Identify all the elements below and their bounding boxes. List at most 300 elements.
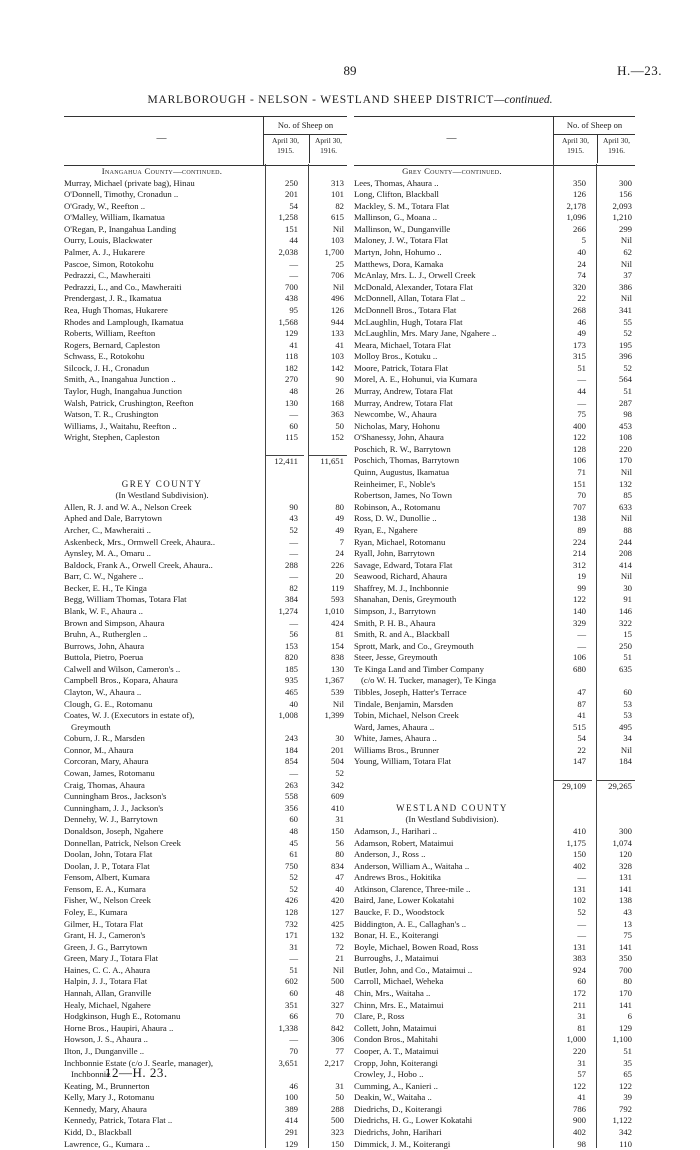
table-row bbox=[354, 1058, 635, 1070]
sheep-1915: 414 bbox=[284, 1115, 298, 1126]
sheep-1915: — bbox=[289, 571, 298, 582]
sheep-1915: 24 bbox=[577, 258, 586, 269]
owner-name: Mallinson, W., Dunganville bbox=[354, 223, 451, 234]
sheep-1915: 465 bbox=[284, 687, 298, 698]
sheep-1916: 50 bbox=[335, 420, 344, 431]
table-row bbox=[354, 293, 635, 305]
owner-name: Craig, Thomas, Ahaura bbox=[64, 779, 145, 790]
owner-name: O'Malley, William, Ikamatua bbox=[64, 212, 165, 223]
sheep-1916: 170 bbox=[618, 988, 632, 999]
table-row bbox=[354, 247, 635, 259]
table-row bbox=[354, 722, 635, 734]
sheep-1915: — bbox=[289, 258, 298, 269]
table-row bbox=[354, 826, 635, 838]
sheep-1915: — bbox=[289, 617, 298, 628]
owner-name: McLaughlin, Mrs. Mary Jane, Ngahere .. bbox=[354, 328, 497, 339]
table-row bbox=[354, 1046, 635, 1058]
table-row bbox=[64, 340, 347, 352]
owner-name: Matthews, Dora, Kamaka bbox=[354, 258, 444, 269]
owner-name: Anderson, J., Ross .. bbox=[354, 849, 426, 860]
owner-name: Pedrazzi, L., and Co., Mawheraiti bbox=[64, 281, 182, 292]
sheep-1915: 350 bbox=[572, 177, 586, 188]
sheep-1916: 633 bbox=[618, 501, 632, 512]
table-row bbox=[64, 374, 347, 386]
sheep-1916: 49 bbox=[335, 524, 344, 535]
left-row-list bbox=[64, 166, 347, 1150]
sheep-1916: 424 bbox=[330, 617, 344, 628]
table-row bbox=[64, 872, 347, 884]
column-rule bbox=[265, 164, 266, 1148]
owner-name: Moore, Patrick, Totara Flat bbox=[354, 362, 449, 373]
table-row bbox=[354, 455, 635, 467]
left-header-col2: April 30, 1916. bbox=[309, 134, 347, 163]
title-continued: —continued. bbox=[494, 94, 553, 106]
sheep-1916: Nil bbox=[332, 223, 344, 234]
table-row bbox=[64, 201, 347, 213]
owner-name: Palmer, A. J., Hukarere bbox=[64, 247, 145, 258]
sheep-1916: 70 bbox=[335, 1011, 344, 1022]
sheep-1916: 108 bbox=[618, 432, 632, 443]
owner-name: Adamson, Robert, Mataimui bbox=[354, 837, 454, 848]
table-row bbox=[64, 328, 347, 340]
owner-name: Baird, Jane, Lower Kokatahi bbox=[354, 895, 455, 906]
table-row bbox=[354, 386, 635, 398]
owner-name: Pascoe, Simon, Rotokohu bbox=[64, 258, 154, 269]
sheep-1916: 168 bbox=[330, 397, 344, 408]
sheep-1915: 184 bbox=[284, 744, 298, 755]
sheep-1915: 383 bbox=[572, 953, 586, 964]
owner-name: Inchbonnie Estate (c/o J. Searle, manager), bbox=[64, 1057, 214, 1068]
table-row bbox=[354, 502, 635, 514]
sheep-1916: 156 bbox=[618, 189, 632, 200]
sheep-1916: 80 bbox=[335, 501, 344, 512]
page-reference: H.—23. bbox=[617, 63, 662, 78]
owner-name: Atkinson, Clarence, Three-mile .. bbox=[354, 883, 471, 894]
owner-name: Dimmick, J. M., Koiterangi bbox=[354, 1138, 451, 1149]
table-row bbox=[354, 282, 635, 294]
sheep-1916: 288 bbox=[330, 1103, 344, 1114]
owner-name: Butler, John, and Co., Mataimui .. bbox=[354, 964, 473, 975]
sheep-1916: 328 bbox=[618, 860, 632, 871]
owner-name: Tindale, Benjamin, Marsden bbox=[354, 698, 454, 709]
owner-name: Mallinson, G., Moana .. bbox=[354, 212, 438, 223]
sheep-1916: 944 bbox=[330, 316, 344, 327]
sheep-1915: — bbox=[577, 872, 586, 883]
sheep-1915: 389 bbox=[284, 1103, 298, 1114]
owner-name: Horne Bros., Haupiri, Ahaura .. bbox=[64, 1022, 174, 1033]
table-row bbox=[354, 687, 635, 699]
sheep-1915: 400 bbox=[572, 420, 586, 431]
sheep-1916: 131 bbox=[618, 872, 632, 883]
table-row bbox=[354, 583, 635, 595]
sheep-1916: 300 bbox=[618, 825, 632, 836]
sheep-1916: 31 bbox=[335, 814, 344, 825]
sheep-1915: 115 bbox=[285, 432, 298, 443]
sheep-1915: 60 bbox=[289, 420, 298, 431]
left-column bbox=[64, 116, 347, 1150]
sheep-1915: — bbox=[577, 918, 586, 929]
sheep-1915: 70 bbox=[577, 490, 586, 501]
sheep-1916: Nil bbox=[620, 571, 632, 582]
sheep-1916: 170 bbox=[618, 455, 632, 466]
sheep-1915: 707 bbox=[572, 501, 586, 512]
table-row bbox=[64, 664, 347, 676]
owner-name: Aynsley, M. A., Omaru .. bbox=[64, 548, 151, 559]
table-row bbox=[354, 479, 635, 491]
sheep-1916: 21 bbox=[335, 953, 344, 964]
sheep-1915: 1,274 bbox=[278, 605, 298, 616]
owner-name: Shaffrey, M. J., Inchbonnie bbox=[354, 582, 449, 593]
sheep-1915: — bbox=[577, 930, 586, 941]
table-row bbox=[64, 548, 347, 560]
sheep-1916: 30 bbox=[335, 733, 344, 744]
sheep-1916: 120 bbox=[618, 849, 632, 860]
column-rule bbox=[308, 164, 309, 1148]
table-row bbox=[64, 212, 347, 224]
sheep-1915: 31 bbox=[577, 1057, 586, 1068]
sheep-1915: 3,651 bbox=[278, 1057, 298, 1068]
owner-name: Murray, Andrew, Totara Flat bbox=[354, 385, 453, 396]
sheep-1915: 122 bbox=[572, 1080, 586, 1091]
sheep-1916: 88 bbox=[623, 524, 632, 535]
table-row bbox=[64, 745, 347, 757]
table-row bbox=[64, 756, 347, 768]
sheep-1915: 99 bbox=[577, 582, 586, 593]
owner-name: Halpin, J. J., Totara Flat bbox=[64, 976, 148, 987]
sheep-1916: 495 bbox=[618, 721, 632, 732]
owner-name: Nicholas, Mary, Hohonu bbox=[354, 420, 440, 431]
table-row bbox=[64, 467, 347, 479]
total-1915: 12,411 bbox=[266, 455, 304, 468]
owner-name: Kidd, D., Blackball bbox=[64, 1126, 132, 1137]
table-row bbox=[354, 1115, 635, 1127]
owner-name: Adamson, J., Harihari .. bbox=[354, 825, 437, 836]
sheep-1916: 184 bbox=[618, 756, 632, 767]
table-row bbox=[354, 328, 635, 340]
table-row bbox=[354, 1000, 635, 1012]
sheep-1916: 250 bbox=[618, 640, 632, 651]
owner-name: Cropp, John, Koiterangi bbox=[354, 1057, 438, 1068]
owner-name: White, James, Ahaura .. bbox=[354, 733, 437, 744]
table-row bbox=[354, 467, 635, 479]
owner-name: Baldock, Frank A., Orwell Creek, Ahaura.. bbox=[64, 559, 213, 570]
owner-name: Kelly, Mary J., Rotomanu bbox=[64, 1092, 155, 1103]
sheep-1915: 1,175 bbox=[566, 837, 586, 848]
sheep-1916: 220 bbox=[618, 443, 632, 454]
owner-name: Ryan, Michael, Rotomanu bbox=[354, 536, 446, 547]
table-row bbox=[354, 953, 635, 965]
sheep-1915: 89 bbox=[577, 524, 586, 535]
sheep-1915: 61 bbox=[289, 849, 298, 860]
sheep-1916: 414 bbox=[618, 559, 632, 570]
right-header-group bbox=[553, 117, 635, 165]
sheep-1915: 182 bbox=[284, 362, 298, 373]
table-row bbox=[354, 560, 635, 572]
sheep-1915: 106 bbox=[572, 455, 586, 466]
sheep-1915: 602 bbox=[284, 976, 298, 987]
owner-name: Deakin, W., Waitaha .. bbox=[354, 1092, 432, 1103]
sheep-1915: 43 bbox=[289, 513, 298, 524]
sheep-1915: — bbox=[289, 953, 298, 964]
owner-name: Condon Bros., Mahitahi bbox=[354, 1034, 438, 1045]
table-row bbox=[354, 594, 635, 606]
owner-name: Cowan, James, Rotomanu bbox=[64, 768, 155, 779]
owner-name: Doolan, John, Totara Flat bbox=[64, 849, 153, 860]
sheep-1915: 820 bbox=[284, 652, 298, 663]
sheep-1915: — bbox=[289, 548, 298, 559]
table-row bbox=[354, 652, 635, 664]
owner-name: Smith, A., Inangahua Junction .. bbox=[64, 374, 176, 385]
section-heading: Inangahua County—continued. bbox=[101, 166, 223, 176]
owner-name: Burroughs, J., Mataimui bbox=[354, 953, 439, 964]
owner-name-continued: (c/o W. H. Tucker, manager), Te Kinga bbox=[361, 675, 496, 686]
sheep-1915: 131 bbox=[572, 941, 586, 952]
owner-name: Howson, J. S., Ahaura .. bbox=[64, 1034, 148, 1045]
sheep-1915: 402 bbox=[572, 1126, 586, 1137]
sheep-1916: 72 bbox=[335, 941, 344, 952]
table-row bbox=[354, 224, 635, 236]
table-row bbox=[354, 988, 635, 1000]
table-row bbox=[64, 953, 347, 965]
table-row bbox=[354, 317, 635, 329]
table-row bbox=[354, 919, 635, 931]
sheep-1916: 48 bbox=[335, 988, 344, 999]
sheep-1915: 81 bbox=[577, 1022, 586, 1033]
owner-name: Poschich, Thomas, Barrytown bbox=[354, 455, 460, 466]
owner-name: Walsh, Patrick, Crushington, Reefton bbox=[64, 397, 194, 408]
owner-name: Keating, M., Brunnerton bbox=[64, 1080, 150, 1091]
table-row bbox=[354, 768, 635, 780]
sheep-1916: 792 bbox=[618, 1103, 632, 1114]
sheep-1915: 75 bbox=[577, 409, 586, 420]
owner-name: Blank, W. F., Ahaura .. bbox=[64, 605, 143, 616]
sheep-1916: 300 bbox=[618, 177, 632, 188]
sheep-1916: 132 bbox=[618, 478, 632, 489]
sheep-1915: 147 bbox=[572, 756, 586, 767]
table-row bbox=[64, 513, 347, 525]
table-row bbox=[354, 1011, 635, 1023]
right-header-col2: April 30, 1916. bbox=[597, 134, 635, 163]
owner-name: Boyle, Michael, Bowen Road, Ross bbox=[354, 941, 479, 952]
owner-name: Murray, Andrew, Totara Flat bbox=[354, 397, 453, 408]
table-row bbox=[354, 710, 635, 722]
sheep-1916: 53 bbox=[623, 698, 632, 709]
sheep-1916: 700 bbox=[618, 964, 632, 975]
table-row bbox=[354, 965, 635, 977]
table-row bbox=[64, 1104, 347, 1116]
table-row bbox=[64, 178, 347, 190]
table-row bbox=[354, 398, 635, 410]
sheep-1916: 53 bbox=[623, 710, 632, 721]
sheep-1915: 356 bbox=[284, 802, 298, 813]
sheep-1915: 19 bbox=[577, 571, 586, 582]
owner-name: Clough, G. E., Rotomanu bbox=[64, 698, 153, 709]
sheep-1916: 504 bbox=[330, 756, 344, 767]
sheep-1916: 132 bbox=[330, 930, 344, 941]
owner-name: Fensom, E. A., Kumara bbox=[64, 883, 146, 894]
sheep-1916: 1,122 bbox=[612, 1115, 632, 1126]
owner-name: Roberts, William, Reefton bbox=[64, 328, 156, 339]
owner-name: Kennedy, Mary, Ahaura bbox=[64, 1103, 147, 1114]
table-row bbox=[64, 907, 347, 919]
total-1915: 29,109 bbox=[554, 780, 592, 793]
sheep-1915: 438 bbox=[284, 293, 298, 304]
owner-name: Anderson, William A., Waitaha .. bbox=[354, 860, 470, 871]
sheep-1915: 45 bbox=[289, 837, 298, 848]
sheep-1915: 750 bbox=[284, 860, 298, 871]
sheep-1916: 1,700 bbox=[324, 247, 344, 258]
sheep-1915: 41 bbox=[577, 710, 586, 721]
table-row bbox=[64, 629, 347, 641]
sheep-1916: 500 bbox=[330, 1115, 344, 1126]
sheep-1916: 85 bbox=[623, 490, 632, 501]
sheep-1916: 7 bbox=[339, 536, 344, 547]
table-row bbox=[64, 560, 347, 572]
sheep-1916: 564 bbox=[618, 374, 632, 385]
sheep-1915: 22 bbox=[577, 744, 586, 755]
table-row bbox=[64, 838, 347, 850]
sheep-1915: 131 bbox=[572, 883, 586, 894]
sheep-1915: 46 bbox=[289, 1080, 298, 1091]
owner-name: Campbell Bros., Kopara, Ahaura bbox=[64, 675, 178, 686]
sheep-1916: 103 bbox=[330, 351, 344, 362]
table-row bbox=[354, 907, 635, 919]
table-row bbox=[354, 664, 635, 676]
sheep-1915: 44 bbox=[289, 235, 298, 246]
table-row bbox=[354, 675, 635, 687]
right-header-dash: — bbox=[446, 133, 457, 144]
table-row bbox=[64, 235, 347, 247]
sheep-1916: 306 bbox=[330, 1034, 344, 1045]
owner-name: Rogers, Bernard, Capleston bbox=[64, 339, 161, 350]
sheep-1916: 1,074 bbox=[612, 837, 632, 848]
sheep-1915: 40 bbox=[289, 698, 298, 709]
sheep-1915: 171 bbox=[284, 930, 298, 941]
sheep-1916: 838 bbox=[330, 652, 344, 663]
table-row bbox=[64, 699, 347, 711]
owner-name: Coburn, J. R., Marsden bbox=[64, 733, 145, 744]
sheep-1916: 25 bbox=[335, 258, 344, 269]
sheep-1916: 65 bbox=[623, 1069, 632, 1080]
page-footer: 12—H. 23. bbox=[105, 1065, 168, 1080]
owner-name: Doolan, J. P., Totara Flat bbox=[64, 860, 150, 871]
table-row bbox=[354, 780, 635, 792]
owner-name: Hodgkinson, Hugh E., Rotomanu bbox=[64, 1011, 181, 1022]
sheep-1915: 151 bbox=[284, 223, 298, 234]
table-row bbox=[64, 895, 347, 907]
left-header-group-label: No. of Sheep on bbox=[264, 117, 347, 135]
owner-name: Maloney, J. W., Totara Flat bbox=[354, 235, 448, 246]
sheep-1916: 90 bbox=[335, 374, 344, 385]
sheep-1915: 52 bbox=[289, 883, 298, 894]
sheep-1915: 52 bbox=[289, 524, 298, 535]
table-row bbox=[354, 756, 635, 768]
table-row bbox=[64, 722, 347, 734]
sheep-1915: 854 bbox=[284, 756, 298, 767]
sheep-1916: 1,100 bbox=[612, 1034, 632, 1045]
owner-name: Askenbeck, Mrs., Ormwell Creek, Ahaura.. bbox=[64, 536, 216, 547]
sheep-1916: 82 bbox=[335, 200, 344, 211]
column-rule bbox=[596, 164, 597, 1148]
table-row bbox=[354, 270, 635, 282]
sheep-1916: 226 bbox=[330, 559, 344, 570]
sheep-1915: 224 bbox=[572, 536, 586, 547]
table-row bbox=[354, 872, 635, 884]
sheep-1915: 138 bbox=[572, 513, 586, 524]
sheep-1915: — bbox=[577, 374, 586, 385]
sheep-1916: 101 bbox=[330, 189, 344, 200]
sheep-1916: Nil bbox=[620, 744, 632, 755]
owner-name: Clare, P., Ross bbox=[354, 1011, 405, 1022]
sheep-1915: 51 bbox=[289, 964, 298, 975]
sheep-1916: 80 bbox=[623, 976, 632, 987]
sheep-1915: 680 bbox=[572, 663, 586, 674]
owner-name: McDonnell Bros., Totara Flat bbox=[354, 304, 457, 315]
total-1916: 11,651 bbox=[309, 455, 347, 468]
table-row bbox=[64, 224, 347, 236]
sheep-1915: 384 bbox=[284, 594, 298, 605]
sheep-1915: 102 bbox=[572, 895, 586, 906]
owner-name: Chin, Mrs., Waitaha .. bbox=[354, 988, 431, 999]
sheep-1916: 593 bbox=[330, 594, 344, 605]
table-row bbox=[64, 421, 347, 433]
table-row bbox=[354, 571, 635, 583]
table-row bbox=[354, 432, 635, 444]
column-rule bbox=[553, 164, 554, 1148]
sheep-1916: 75 bbox=[623, 930, 632, 941]
right-column-header bbox=[354, 116, 635, 166]
owner-name-continued: Greymouth bbox=[71, 721, 111, 732]
sheep-1915: 243 bbox=[284, 733, 298, 744]
sheep-1916: 706 bbox=[330, 270, 344, 281]
owner-name: Allen, R. J. and W. A., Nelson Creek bbox=[64, 501, 192, 512]
table-row bbox=[64, 594, 347, 606]
owner-name: Lees, Thomas, Ahaura .. bbox=[354, 177, 439, 188]
table-row bbox=[64, 780, 347, 792]
table-row bbox=[64, 317, 347, 329]
table-row bbox=[354, 201, 635, 213]
owner-name: Bonar, H. E., Koiterangi bbox=[354, 930, 439, 941]
sheep-1915: 60 bbox=[289, 988, 298, 999]
table-row bbox=[64, 861, 347, 873]
sheep-1915: 60 bbox=[577, 976, 586, 987]
title-main: MARLBOROUGH - NELSON - WESTLAND SHEEP DISTRICT bbox=[147, 94, 495, 106]
sheep-1915: 98 bbox=[577, 1138, 586, 1149]
table-row bbox=[64, 826, 347, 838]
sheep-1916: 130 bbox=[330, 663, 344, 674]
owner-name: Ourry, Louis, Blackwater bbox=[64, 235, 153, 246]
sheep-1915: 263 bbox=[284, 779, 298, 790]
sheep-1915: 315 bbox=[572, 351, 586, 362]
table-row bbox=[64, 282, 347, 294]
left-column-header bbox=[64, 116, 347, 166]
owner-name-continued: Inchbonnie bbox=[71, 1069, 111, 1080]
owner-name: Ilton, J., Dunganville .. bbox=[64, 1045, 145, 1056]
sheep-1916: 138 bbox=[618, 895, 632, 906]
sheep-1916: 13 bbox=[623, 918, 632, 929]
table-row bbox=[354, 976, 635, 988]
sheep-1915: 1,000 bbox=[566, 1034, 586, 1045]
owner-name: Rhodes and Lamplough, Ikamatua bbox=[64, 316, 184, 327]
sheep-1916: 103 bbox=[330, 235, 344, 246]
sheep-1915: 70 bbox=[289, 1045, 298, 1056]
table-row bbox=[64, 363, 347, 375]
owner-name: Williams Bros., Brunner bbox=[354, 744, 440, 755]
table-row bbox=[64, 502, 347, 514]
owner-name: Morel, A. E., Hohunui, via Kumara bbox=[354, 374, 478, 385]
sheep-1916: 1,367 bbox=[324, 675, 344, 686]
sheep-1915: 214 bbox=[572, 548, 586, 559]
